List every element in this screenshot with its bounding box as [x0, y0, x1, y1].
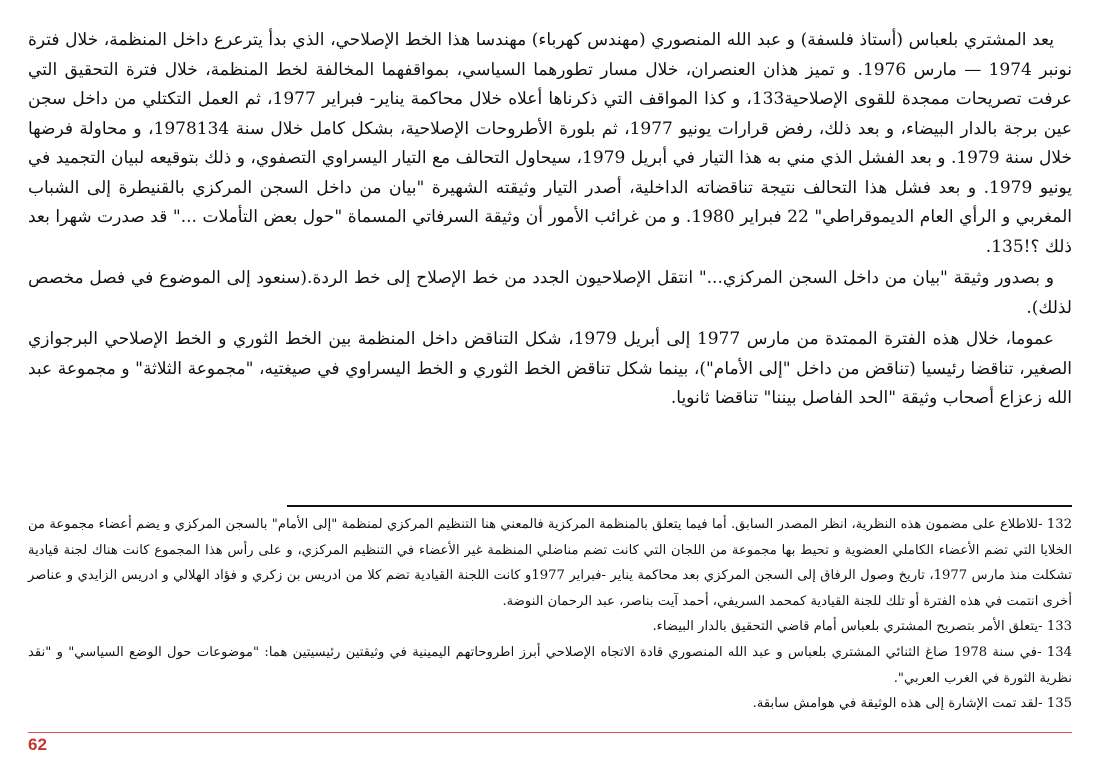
footnote-135: 135 -لقد تمت الإشارة إلى هذه الوثيقة في هوامش سابقة.: [752, 696, 1072, 712]
body-paragraph-1: يعد المشتري بلعباس (أستاذ فلسفة) و عبد الله المنصوري (مهندس كهرباء) مهندسا هذا الخط الإصلاحي، الذي بدأ يترعرع داخل المنظمة، خلال فترة نونبر 1974 — مارس 1976. و تميز هذان العنصران، خلال مسار تطورهما السياسي، بمواقفهما المخالفة لخط المنظمة، خلال فترة التحقيق التي عرفت تصريحات ممجدة للقوى الإصلاحية133، و كذا المواقف التي ذكرناها أعلاه خلال محاكمة يناير- فبراير 1977، ثم العمل التكتلي من داخل سجن عين برجة بالدار البيضاء، و بعد ذلك، رفض قرارات يونيو 1977، ثم بلورة الأطروحات الإصلاحية، بشكل كامل خلال سنة 1978134، و محاولة فرضها خلال سنة 1979. و بعد الفشل الذي مني به هذا التيار في أبريل 1979، سيحاول التحالف مع التيار اليسراوي التصفوي، و ذلك بتوقيعه لبيان التجميد في يونيو 1979. و بعد فشل هذا التحالف نتيجة تناقضاته الداخلية، أصدر التيار وثيقته الشهيرة "بيان من داخل السجن المركزي بالقنيطرة إلى الشباب المغربي و الرأي العام الديموقراطي" 22 فبراير 1980. و من غرائب الأمور أن وثيقة السرفاتي المسماة "حول بعض التأملات ..." قد صدرت شهرا بعد ذلك ؟!135.: [28, 30, 1073, 257]
body-paragraph-3: عموما، خلال هذه الفترة الممتدة من مارس 1977 إلى أبريل 1979، شكل التناقض داخل المنظمة بين الخط الثوري و الخط الإصلاحي البرجوازي الصغير، تناقضا رئيسيا (تناقض من داخل "إلى الأمام")، بينما شكل تناقض الخط الثوري و الخط اليسراوي في صيغتيه، "مجموعة الثلاثة" و مجموعة عبد الله زعزاع أصحاب وثيقة "الحد الفاصل بيننا" تناقضا ثانويا.: [28, 329, 1072, 408]
footnote-133: 133 -يتعلق الأمر بتصريح المشتري بلعباس أمام قاضي التحقيق بالدار البيضاء.: [652, 619, 1072, 635]
footnote-132: 132 -للاطلاع على مضمون هذه النظرية، انظر المصدر السابق. أما فيما يتعلق بالمنظمة المركزية فالمعني هنا التنظيم المركزي لمنظمة "إلى الأمام" بالسجن المركزي و يضم أعضاء مجموعة من الخلايا التي تضم الأعضاء الكاملي العضوية و تحيط بها مجموعة من اللجان التي كانت تضم مناضلي المنظمة غير الأعضاء في التنظيم المركزي، و على رأس هذا المجموع كانت هناك لجنة قيادية تشكلت منذ مارس 1977، تاريخ وصول الرفاق إلى السجن المركزي بعد محاكمة يناير -فبراير 1977و كانت اللجنة القيادية تضم كلا من ادريس بن زكري و فؤاد الهلالي و ادريس الزايدي و عناصر أخرى انتمت في هذه الفترة أو تلك للجنة القيادية كمحمد السريفي، أحمد آيت بناصر، عبد الرحمان النوضة.: [28, 517, 1072, 609]
body-text: [28, 26, 1072, 416]
body-paragraph-2: و بصدور وثيقة "بيان من داخل السجن المركزي..." انتقل الإصلاحيون الجدد من خط الإصلاح إلى خط الردة.(سنعود إلى الموضوع في فصل مخصص لذلك).: [28, 268, 1072, 318]
page-number: 62: [28, 735, 47, 754]
footnotes: [28, 512, 1072, 717]
footer-rule: [28, 732, 1072, 733]
footnote-134: 134 -في سنة 1978 صاغ الثنائي المشتري بلعباس و عبد الله المنصوري قادة الاتجاه الإصلاحي أبرز اطروحاتهم اليمينية في وثيقتين رئيسيتين هما: "موضوعات حول الوضع السياسي" و "نقد نظرية الثورة في الغرب العربي".: [28, 644, 1072, 686]
footnote-separator: [287, 505, 1072, 507]
